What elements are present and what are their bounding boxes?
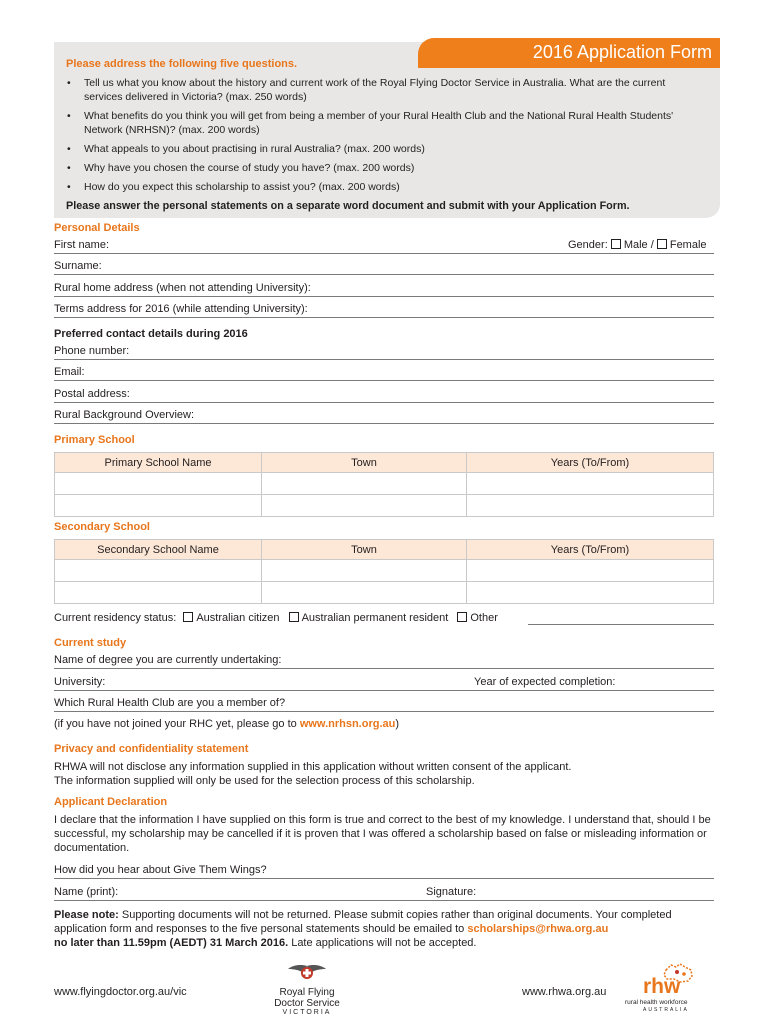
rhw-wordmark: rhw: [643, 975, 681, 998]
column-header: Secondary School Name: [55, 540, 262, 560]
scholarships-email-link[interactable]: scholarships@rhwa.org.au: [467, 923, 609, 935]
name-print-field[interactable]: [54, 886, 714, 901]
list-item: • What benefits do you think you will get from being a member of your Rural Health Club and the National Rural Health Students' Network (NRHSN)? (max. 200 words): [67, 110, 674, 136]
primary-school-heading: Primary School: [54, 434, 135, 446]
year-completion-label: Year of expected completion:: [474, 676, 616, 688]
residency-label: Current residency status:: [54, 612, 177, 624]
rfds-name-line3: VICTORIA: [282, 1009, 332, 1016]
declaration-heading: Applicant Declaration: [54, 796, 168, 808]
rhc-note: (if you have not joined your RHC yet, please go to www.nrhsn.org.au): [54, 718, 400, 730]
table-row: [55, 495, 714, 517]
email-field[interactable]: [54, 366, 714, 381]
nrhsn-link[interactable]: www.nrhsn.org.au: [299, 718, 396, 730]
rhw-subtitle-country: AUSTRALIA: [643, 1007, 689, 1013]
table-cell[interactable]: [262, 582, 467, 604]
signature-label: Signature:: [426, 886, 477, 898]
degree-field[interactable]: [54, 654, 714, 669]
primary-school-table: [54, 452, 714, 517]
table-row: [55, 473, 714, 495]
questions-list: [66, 76, 706, 199]
declaration-text: I declare that the information I have supplied on this form is true and correct to the best of my knowledge. I understand that, should I be successful, my scholarship may be cancelled if it is proven that I was offered a scholarship based on false or misleading information or documentation.: [54, 814, 711, 854]
gender-label: Gender:: [568, 239, 608, 251]
list-item: • Why have you chosen the course of study you have? (max. 200 words): [67, 162, 415, 174]
degree-label: Name of degree you are currently undertaking:: [54, 654, 282, 666]
rfds-logo: [272, 962, 342, 1016]
rural-home-address-field[interactable]: [54, 282, 714, 297]
postal-address-field[interactable]: [54, 388, 714, 403]
rhw-subtitle: rural health workforce: [625, 999, 688, 1006]
phone-label: Phone number:: [54, 345, 130, 357]
rural-home-address-label: Rural home address (when not attending University):: [54, 282, 311, 294]
questions-heading: Please address the following five questions.: [66, 58, 298, 70]
table-row: [55, 560, 714, 582]
other-residency-field[interactable]: [528, 624, 714, 625]
phone-field[interactable]: [54, 345, 714, 360]
how-did-you-hear-field[interactable]: [54, 864, 714, 879]
rfds-name-line2: Doctor Service: [274, 998, 340, 1009]
gender-group: [568, 239, 707, 251]
table-cell[interactable]: [467, 473, 714, 495]
table-cell[interactable]: [55, 582, 262, 604]
rfds-name-line1: Royal Flying: [279, 987, 335, 998]
university-label: University:: [54, 676, 106, 688]
table-cell[interactable]: [467, 582, 714, 604]
male-checkbox[interactable]: [611, 239, 621, 249]
how-did-you-hear-label: How did you hear about Give Them Wings?: [54, 864, 267, 876]
personal-details-heading: Personal Details: [54, 222, 140, 234]
privacy-text-2: The information supplied will only be used for the selection process of this scholarship.: [54, 775, 475, 787]
submission-note: Please note: Supporting documents will not be returned. Please submit copies rather than original documents. Your completed application form and responses to the five personal statements should be emailed to scholarships@rhwa.org.au no later than 11.59pm (AEDT) 31 March 2016. Late applications will not be accepted.: [54, 909, 672, 949]
bullet-icon: •: [67, 143, 71, 155]
rural-background-field[interactable]: [54, 409, 714, 424]
other-checkbox[interactable]: [457, 612, 467, 622]
table-cell[interactable]: [467, 495, 714, 517]
column-header: Primary School Name: [55, 453, 262, 473]
table-cell[interactable]: [55, 473, 262, 495]
citizen-checkbox[interactable]: [183, 612, 193, 622]
table-cell[interactable]: [55, 495, 262, 517]
table-cell[interactable]: [467, 560, 714, 582]
privacy-heading: Privacy and confidentiality statement: [54, 743, 249, 755]
list-item: • What appeals to you about practising in rural Australia? (max. 200 words): [67, 143, 425, 155]
male-label: Male /: [623, 239, 654, 251]
form-title: 2016 Application Form: [532, 42, 712, 62]
privacy-text-1: RHWA will not disclose any information supplied in this application without written consent of the applicant.: [54, 761, 572, 773]
rural-health-club-label: Which Rural Health Club are you a member of?: [54, 697, 286, 709]
table-row: [55, 582, 714, 604]
questions-footer-note: Please answer the personal statements on a separate word document and submit with your Application Form.: [66, 200, 630, 212]
other-label: Other: [470, 612, 498, 624]
note-label: Please note:: [54, 909, 119, 921]
rural-background-label: Rural Background Overview:: [54, 409, 195, 421]
permanent-resident-checkbox[interactable]: [289, 612, 299, 622]
table-cell[interactable]: [55, 560, 262, 582]
secondary-school-table: [54, 539, 714, 604]
female-checkbox[interactable]: [657, 239, 667, 249]
terms-address-field[interactable]: [54, 303, 714, 318]
flyingdoctor-url[interactable]: www.flyingdoctor.org.au/vic: [54, 986, 187, 998]
column-header: Years (To/From): [467, 540, 714, 560]
name-print-label: Name (print):: [54, 886, 119, 898]
list-item: • Tell us what you know about the history and current work of the Royal Flying Doctor Service in Australia. What are the current services delivered in Victoria? (max. 250 words): [67, 77, 666, 103]
rhwa-url[interactable]: www.rhwa.org.au: [522, 986, 607, 998]
citizen-label: Australian citizen: [196, 612, 280, 624]
rural-health-club-field[interactable]: [54, 697, 714, 712]
surname-field[interactable]: [54, 260, 714, 275]
residency-group: [54, 612, 498, 624]
deadline-text: no later than 11.59pm (AEDT) 31 March 2016.: [54, 937, 289, 949]
column-header: Town: [262, 453, 467, 473]
form-title-banner: [418, 38, 720, 68]
email-label: Email:: [54, 366, 85, 378]
preferred-contact-heading: Preferred contact details during 2016: [54, 328, 248, 340]
rfds-wings-icon: [287, 962, 327, 984]
bullet-icon: •: [67, 77, 71, 89]
list-item: • How do you expect this scholarship to assist you? (max. 200 words): [67, 181, 400, 193]
table-cell[interactable]: [262, 495, 467, 517]
table-cell[interactable]: [262, 473, 467, 495]
column-header: Town: [262, 540, 467, 560]
column-header: Years (To/From): [467, 453, 714, 473]
terms-address-label: Terms address for 2016 (while attending University):: [54, 303, 308, 315]
female-label: Female: [669, 239, 707, 251]
bullet-icon: •: [67, 110, 71, 122]
table-cell[interactable]: [262, 560, 467, 582]
bullet-icon: •: [67, 181, 71, 193]
bullet-icon: •: [67, 162, 71, 174]
current-study-heading: Current study: [54, 637, 127, 649]
postal-address-label: Postal address:: [54, 388, 130, 400]
permanent-resident-label: Australian permanent resident: [301, 612, 449, 624]
first-name-label: First name:: [54, 239, 110, 251]
secondary-school-heading: Secondary School: [54, 521, 150, 533]
surname-label: Surname:: [54, 260, 102, 272]
